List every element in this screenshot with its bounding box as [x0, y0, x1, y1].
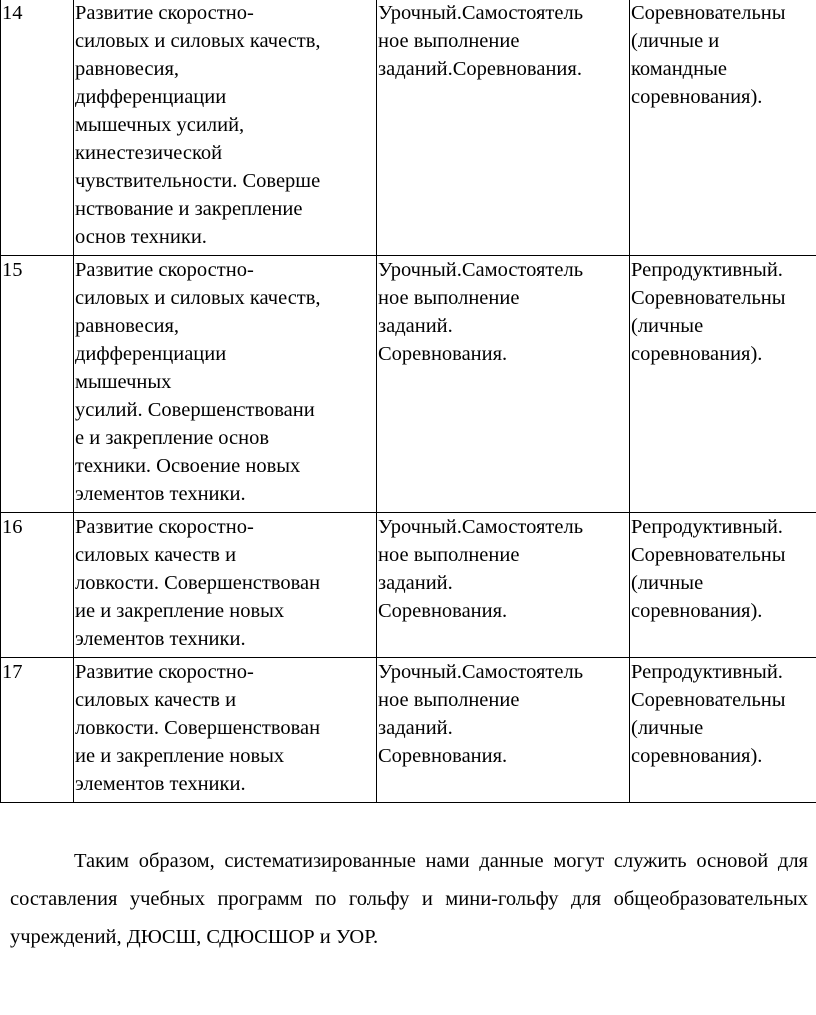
- conclusion-paragraph: Таким образом, систематизированные нами данные могут служить основой для составления учебных программ по гольфу и мини-гольфу для общеобразовательных учреждений, ДЮСШ, СДЮСШОР и УОР.: [10, 850, 808, 948]
- training-method: Репродуктивный. Соревновательны (личные соревнования).: [631, 516, 786, 622]
- method-cell: [630, 0, 816, 256]
- table-row: [1, 658, 816, 803]
- training-form: Урочный.Самостоятель ное выполнение заданий. Соревнования.: [378, 516, 584, 622]
- row-number-cell: [1, 513, 74, 658]
- training-form: Урочный.Самостоятель ное выполнение заданий.Соревнования.: [378, 2, 584, 80]
- method-cell: [630, 256, 816, 513]
- row-number: 15: [2, 259, 23, 281]
- content-cell: [74, 658, 377, 803]
- training-form: Урочный.Самостоятель ное выполнение заданий. Соревнования.: [378, 259, 584, 365]
- training-method: Репродуктивный. Соревновательны (личные соревнования).: [631, 259, 786, 365]
- content-cell: [74, 0, 377, 256]
- row-number: 16: [2, 516, 23, 538]
- row-number: 14: [2, 2, 23, 24]
- table-row: [1, 0, 816, 256]
- form-cell: [377, 658, 630, 803]
- row-number-cell: [1, 0, 74, 256]
- training-content: Развитие скоростно- силовых качеств и ловкости. Совершенствован ие и закрепление новых элементов техники.: [75, 661, 321, 795]
- training-content: Развитие скоростно- силовых качеств и ловкости. Совершенствован ие и закрепление новых элементов техники.: [75, 516, 321, 650]
- form-cell: [377, 0, 630, 256]
- table-row: [1, 256, 816, 513]
- row-number-cell: [1, 256, 74, 513]
- row-number: 17: [2, 661, 23, 683]
- training-method: Соревновательны (личные и командные соревнования).: [631, 2, 786, 108]
- table-row: [1, 513, 816, 658]
- training-content: Развитие скоростно- силовых и силовых качеств, равновесия, дифференциации мышечных усилий. Совершенствовани е и закрепление основ техники. Освоение новых элементов техники.: [75, 259, 321, 505]
- training-method: Репродуктивный. Соревновательны (личные соревнования).: [631, 661, 786, 767]
- form-cell: [377, 513, 630, 658]
- training-content: Развитие скоростно- силовых и силовых качеств, равновесия, дифференциации мышечных усилий, кинестезической чувствительности. Соверше нствование и закрепление основ техники.: [75, 2, 321, 248]
- row-number-cell: [1, 658, 74, 803]
- content-cell: [74, 256, 377, 513]
- training-form: Урочный.Самостоятель ное выполнение заданий. Соревнования.: [378, 661, 584, 767]
- content-cell: [74, 513, 377, 658]
- method-cell: [630, 513, 816, 658]
- form-cell: [377, 256, 630, 513]
- method-cell: [630, 658, 816, 803]
